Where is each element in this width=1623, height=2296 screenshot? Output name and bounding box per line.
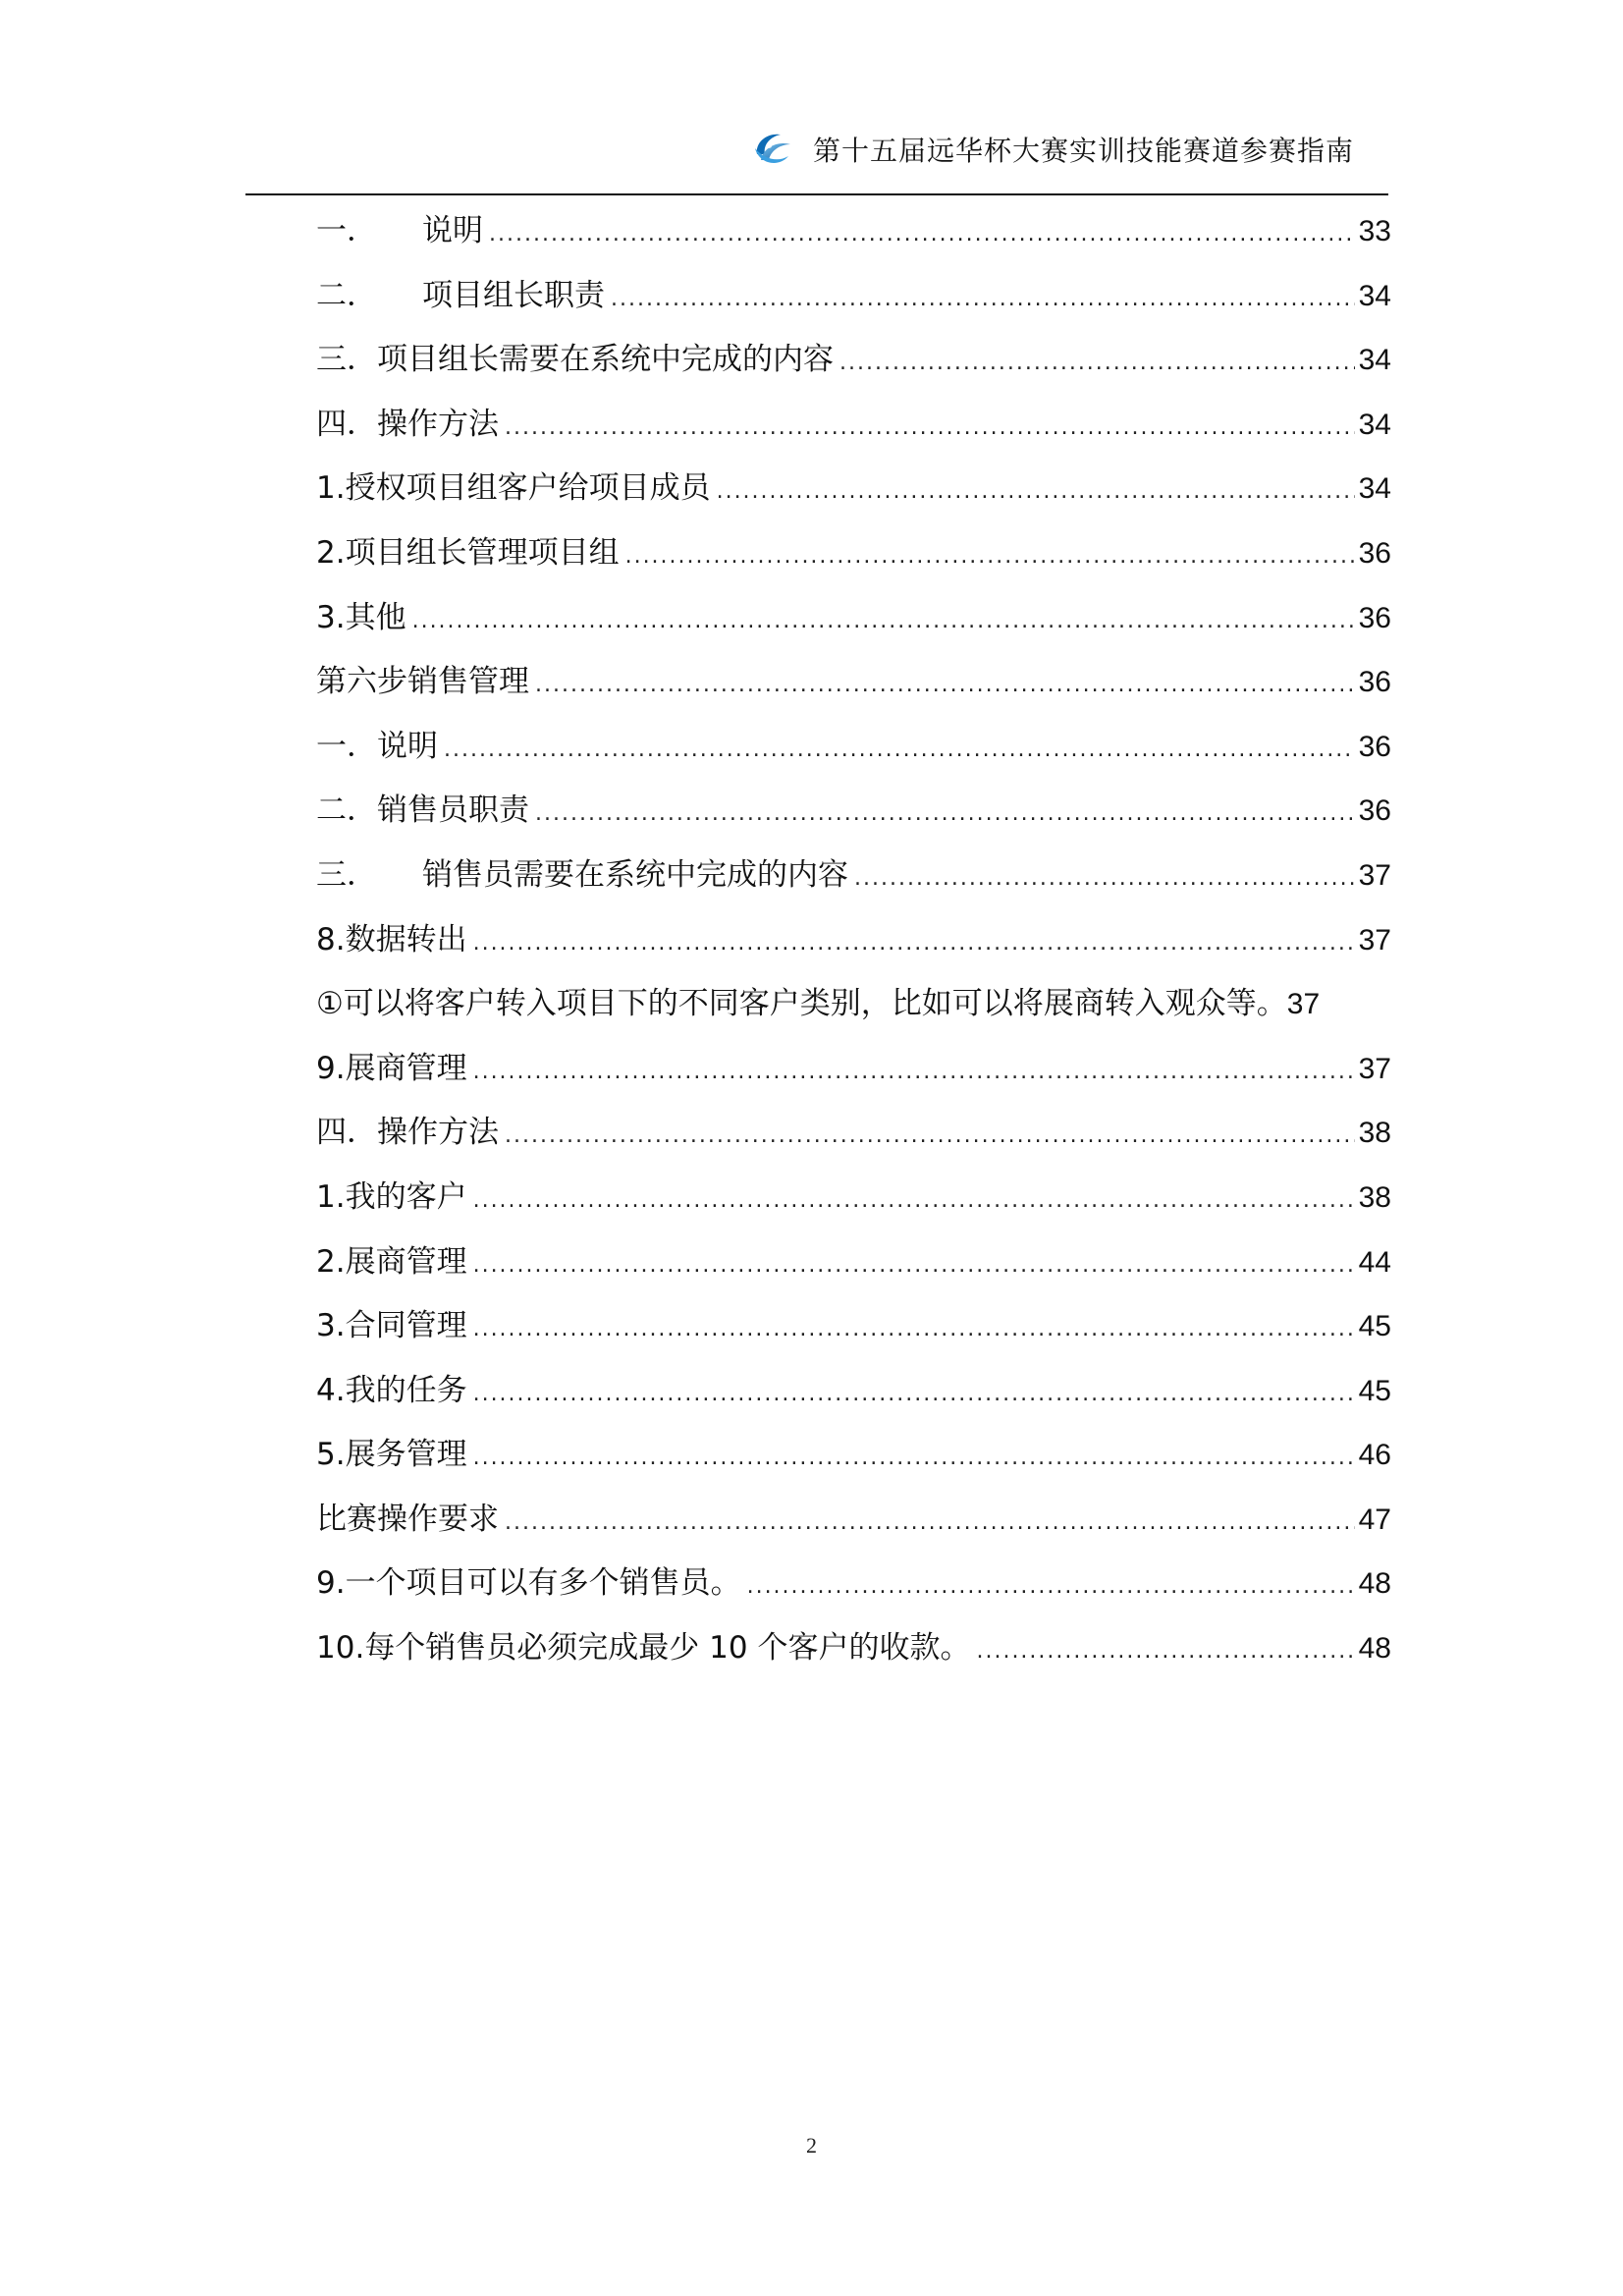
toc-entry-title: 说明: [422, 213, 483, 248]
toc-entry-number: 2.: [316, 1243, 346, 1280]
toc-dot-leader: [473, 1372, 1355, 1417]
toc-dot-leader: [535, 792, 1355, 837]
table-of-contents: [316, 208, 1391, 1690]
toc-entry-page: 36: [1358, 536, 1391, 570]
toc-entry-number: 三．: [316, 342, 377, 378]
toc-entry[interactable]: [316, 1303, 1391, 1368]
toc-dot-leader: [976, 1629, 1354, 1674]
toc-entry-title: 比赛操作要求: [316, 1501, 499, 1537]
toc-entry-title: 可以将客户转入项目下的不同客户类别，比如可以将展商转入观众等。: [343, 986, 1287, 1022]
toc-entry[interactable]: [316, 1432, 1391, 1497]
toc-entry-page: 36: [1358, 794, 1391, 828]
toc-entry[interactable]: [316, 1368, 1391, 1433]
toc-entry-title: 项目组长需要在系统中完成的内容: [377, 342, 834, 378]
toc-dot-leader: [473, 1307, 1355, 1352]
toc-entry[interactable]: [316, 1110, 1391, 1175]
toc-dot-leader: [473, 921, 1355, 966]
toc-dot-leader: [473, 1436, 1355, 1481]
toc-entry-number: 三．: [316, 856, 377, 893]
swirl-logo-icon: [749, 125, 794, 170]
toc-entry[interactable]: [316, 788, 1391, 852]
toc-entry-title: 数据转出: [345, 921, 467, 957]
toc-dot-leader: [505, 1114, 1355, 1159]
toc-entry-number: 一．: [316, 728, 377, 764]
toc-entry[interactable]: [316, 402, 1391, 466]
toc-dot-leader: [444, 728, 1355, 773]
toc-entry-page: 46: [1358, 1439, 1391, 1472]
toc-entry-number: 二．: [316, 277, 377, 313]
toc-entry-number: 3.: [316, 1308, 346, 1344]
toc-entry-number: 8.: [316, 921, 346, 957]
toc-entry-number: 二．: [316, 793, 377, 829]
toc-dot-leader: [611, 277, 1355, 322]
toc-dot-leader: [535, 663, 1355, 708]
toc-dot-leader: [505, 1501, 1355, 1546]
document-title: 第十五届远华杯大赛实训技能赛道参赛指南: [813, 135, 1355, 167]
toc-entry-page: 37: [1286, 988, 1321, 1021]
toc-entry-title: 销售员职责: [377, 793, 529, 829]
toc-entry[interactable]: [316, 659, 1391, 724]
toc-entry-page: 33: [1358, 215, 1391, 247]
header-divider: [245, 193, 1388, 195]
toc-entry[interactable]: [316, 1175, 1391, 1239]
toc-dot-leader: [489, 212, 1355, 257]
toc-entry-page: 36: [1358, 730, 1391, 763]
toc-entry-number: 9.: [316, 1565, 346, 1602]
toc-entry[interactable]: [316, 1046, 1391, 1111]
toc-entry-number: ①: [316, 986, 344, 1022]
toc-entry-title: 其他: [345, 599, 406, 635]
toc-entry-page: 34: [1358, 472, 1391, 506]
toc-entry-title: 销售员需要在系统中完成的内容: [422, 856, 848, 893]
toc-entry-title: 展商管理: [345, 1050, 467, 1086]
toc-entry[interactable]: [316, 1497, 1391, 1561]
toc-entry-number: 5.: [316, 1437, 346, 1473]
toc-entry-page: 34: [1358, 344, 1391, 377]
toc-entry-number: 3.: [316, 599, 346, 635]
page-number: 2: [806, 2133, 817, 2158]
toc-entry-page: 36: [1358, 601, 1391, 634]
toc-entry-number: 一．: [316, 213, 377, 248]
toc-entry-title: 操作方法: [377, 406, 499, 442]
toc-entry-title: 项目组长管理项目组: [345, 534, 620, 571]
toc-entry-title: 说明: [377, 728, 438, 764]
toc-dot-leader: [473, 1178, 1355, 1224]
page-header: [245, 118, 1388, 196]
toc-entry-page: 38: [1358, 1117, 1391, 1150]
toc-entry-title: 我的任务: [345, 1372, 467, 1408]
toc-entry-number: 四．: [316, 406, 377, 442]
toc-entry[interactable]: [316, 595, 1391, 660]
toc-entry-title: 操作方法: [377, 1115, 499, 1151]
toc-entry-title: 展务管理: [345, 1437, 467, 1473]
toc-entry-page: 36: [1358, 666, 1391, 699]
toc-dot-leader: [625, 534, 1355, 579]
toc-entry[interactable]: [316, 852, 1391, 917]
toc-entry-page: 44: [1358, 1245, 1391, 1279]
toc-entry-page: 37: [1358, 923, 1391, 957]
toc-entry-title: 销售管理: [407, 664, 529, 700]
toc-entry[interactable]: [316, 724, 1391, 789]
toc-entry-number: 10.: [316, 1630, 365, 1667]
toc-entry[interactable]: [316, 273, 1391, 338]
toc-entry-title: 合同管理: [345, 1308, 467, 1344]
toc-entry[interactable]: [316, 208, 1391, 273]
toc-dot-leader: [717, 469, 1355, 515]
toc-entry[interactable]: [316, 337, 1391, 402]
toc-entry[interactable]: [316, 1560, 1391, 1625]
toc-entry-number: 第六步: [316, 664, 407, 700]
toc-entry-page: 45: [1358, 1310, 1391, 1343]
toc-dot-leader: [473, 1050, 1355, 1095]
toc-entry-number: 1.: [316, 470, 346, 507]
toc-dot-leader: [854, 856, 1355, 902]
toc-entry-page: 34: [1358, 408, 1391, 441]
toc-entry-page: 37: [1358, 858, 1391, 892]
toc-entry-number: 4.: [316, 1372, 346, 1408]
toc-entry-page: 38: [1358, 1180, 1391, 1214]
toc-dot-leader: [505, 406, 1355, 451]
toc-dot-leader: [839, 341, 1355, 386]
toc-entry-title: 展商管理: [345, 1243, 467, 1280]
toc-entry[interactable]: [316, 917, 1391, 982]
toc-entry[interactable]: [316, 530, 1391, 595]
toc-entry[interactable]: [316, 1625, 1391, 1690]
toc-entry-page: 45: [1358, 1374, 1391, 1407]
toc-entry-page: 34: [1358, 279, 1391, 312]
toc-entry[interactable]: [316, 465, 1391, 530]
toc-dot-leader: [473, 1243, 1355, 1288]
toc-entry-title: 项目组长职责: [422, 277, 605, 313]
toc-entry-page: 47: [1358, 1503, 1391, 1536]
toc-entry-page: 37: [1358, 1052, 1391, 1085]
toc-entry-title: 一个项目可以有多个销售员。: [345, 1565, 741, 1602]
toc-dot-leader: [747, 1564, 1355, 1610]
toc-entry-page: 48: [1358, 1567, 1391, 1601]
toc-dot-leader: [412, 599, 1355, 644]
toc-entry[interactable]: [316, 1239, 1391, 1304]
toc-entry-page: 48: [1358, 1632, 1391, 1666]
toc-entry-title: 每个销售员必须完成最少 10 个客户的收款。: [364, 1630, 971, 1667]
toc-entry-title: 我的客户: [345, 1178, 467, 1215]
toc-entry-number: 9.: [316, 1050, 346, 1086]
toc-entry[interactable]: [316, 981, 1391, 1046]
toc-entry-number: 1.: [316, 1178, 346, 1215]
toc-entry-number: 2.: [316, 534, 346, 571]
toc-entry-number: 四．: [316, 1115, 377, 1151]
toc-entry-title: 授权项目组客户给项目成员: [345, 470, 711, 507]
